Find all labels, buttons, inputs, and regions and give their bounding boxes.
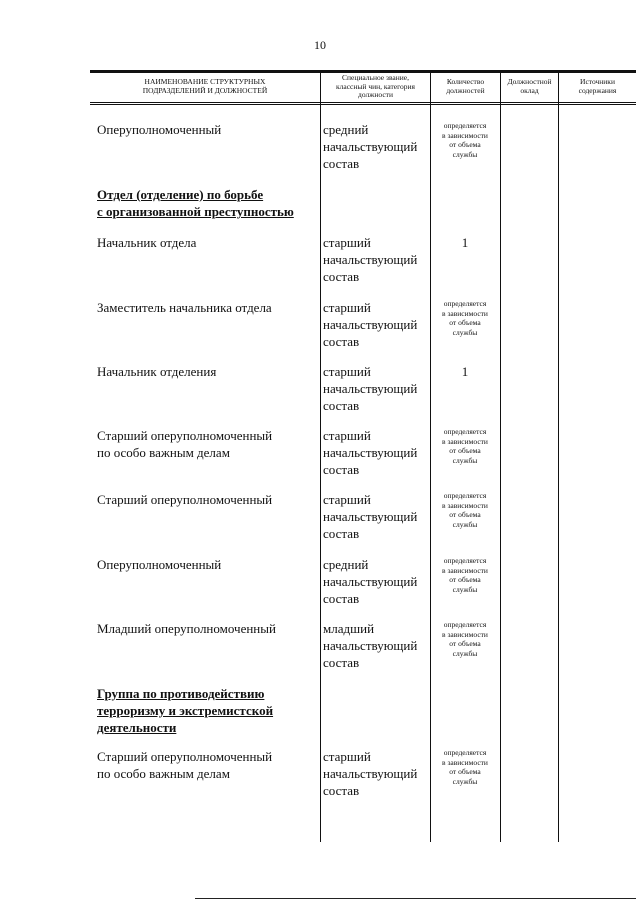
position-category: старший начальствующий состав (323, 364, 418, 413)
position-name: Начальник отделения (97, 364, 217, 379)
header-rank-column: Специальное звание, классный чин, категория должности (336, 73, 415, 100)
position-category: старший начальствующий состав (323, 235, 418, 284)
position-name: Младший оперуполномоченный (97, 621, 276, 636)
position-count: определяется в зависимости от объема службы (442, 121, 488, 159)
header-source-column: Источники содержания (578, 77, 617, 95)
position-count: определяется в зависимости от объема службы (442, 620, 488, 658)
column-divider-3 (500, 70, 501, 842)
position-name: Заместитель начальника отдела (97, 300, 272, 315)
position-category: старший начальствующий состав (323, 300, 418, 349)
table-header-rule (90, 102, 636, 103)
position-name: Старший оперуполномоченный по особо важным делам (97, 749, 273, 781)
position-category: старший начальствующий состав (323, 749, 418, 798)
position-count: 1 (461, 235, 469, 250)
position-count: определяется в зависимости от объема службы (442, 299, 488, 337)
section-heading: Группа по противодействию терроризму и экстремистской деятельности (97, 686, 274, 735)
position-name: Оперуполномоченный (97, 122, 222, 137)
position-count: определяется в зависимости от объема службы (442, 748, 488, 786)
column-divider-2 (430, 70, 431, 842)
position-name: Оперуполномоченный (97, 557, 222, 572)
header-count-column: Количество должностей (446, 77, 485, 95)
position-category: старший начальствующий состав (323, 492, 418, 541)
header-name-column: НАИМЕНОВАНИЕ СТРУКТУРНЫХ ПОДРАЗДЕЛЕНИЙ И ДОЛЖНОСТЕЙ (142, 77, 268, 95)
table-header-rule-double (90, 104, 636, 105)
position-name: Старший оперуполномоченный (97, 492, 273, 507)
column-divider-4 (558, 70, 559, 842)
position-category: средний начальствующий состав (323, 557, 418, 606)
position-category: средний начальствующий состав (323, 122, 418, 171)
position-count: определяется в зависимости от объема службы (442, 491, 488, 529)
position-name: Начальник отдела (97, 235, 197, 250)
position-category: младший начальствующий состав (323, 621, 418, 670)
page-number: 10 (314, 38, 326, 52)
header-salary-column: Должностной оклад (507, 77, 552, 95)
position-count: определяется в зависимости от объема службы (442, 556, 488, 594)
section-heading: Отдел (отделение) по борьбе с организованной преступностью (97, 187, 294, 219)
position-count: определяется в зависимости от объема службы (442, 427, 488, 465)
position-name: Старший оперуполномоченный по особо важным делам (97, 428, 273, 460)
position-count: 1 (461, 364, 469, 379)
position-category: старший начальствующий состав (323, 428, 418, 477)
page-bottom-rule (195, 898, 636, 899)
